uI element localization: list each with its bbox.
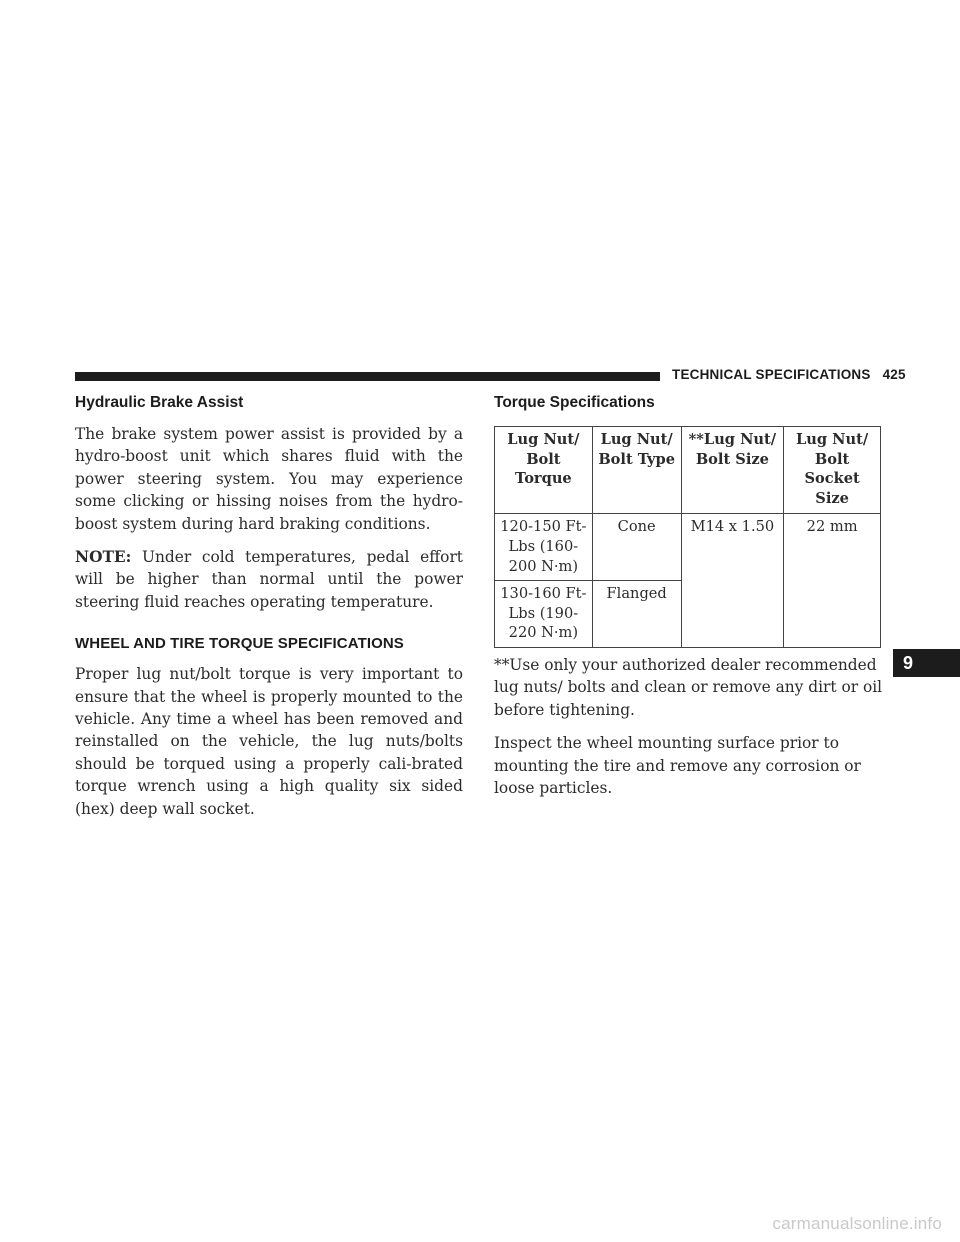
table-cell: 22 mm (784, 514, 881, 648)
left-column (75, 390, 463, 820)
hydraulic-brake-heading: Hydraulic Brake Assist (75, 394, 244, 411)
table-cell: Flanged (592, 581, 681, 648)
header-rule (75, 372, 660, 381)
wheel-torque-paragraph: Proper lug nut/bolt torque is very important to ensure that the wheel is properly mounted to the vehicle. Any time a wheel has been removed and reinstalled on the vehicle, the lug nuts/bolts should be torqued using a properly cali-brated torque wrench using a high quality six sided (hex) deep wall socket. (75, 665, 463, 818)
table-header-cell: Lug Nut/ Bolt Type (592, 427, 681, 514)
table-row (495, 514, 881, 581)
torque-spec-table (494, 426, 881, 648)
note-label: NOTE: (75, 548, 132, 567)
inspect-paragraph: Inspect the wheel mounting surface prior to mounting the tire and remove any corrosion or loose particles. (494, 734, 861, 797)
note-paragraph (75, 546, 463, 613)
table-header-cell: **Lug Nut/ Bolt Size (681, 427, 784, 514)
footnote-paragraph: **Use only your authorized dealer recommended lug nuts/ bolts and clean or remove any dirt or oil before tightening. (494, 655, 883, 719)
table-header-cell: Lug Nut/ Bolt Socket Size (784, 427, 881, 514)
right-column (494, 390, 884, 799)
note-text: Under cold temperatures, pedal effort will be higher than normal until the power steering fluid reaches operating temperature. (75, 548, 463, 611)
table-cell: 130-160 Ft-Lbs (190-220 N·m) (495, 581, 593, 648)
running-header (672, 367, 906, 382)
hydraulic-brake-paragraph: The brake system power assist is provided by a hydro-boost unit which shares fluid with the power steering system. You may experience some clicking or hissing noises from the hydro-boost system during hard braking conditions. (75, 425, 463, 533)
wheel-torque-heading: WHEEL AND TIRE TORQUE SPECIFICATIONS (75, 635, 404, 653)
page-number: 425 (882, 367, 906, 382)
table-cell: 120-150 Ft-Lbs (160-200 N·m) (495, 514, 593, 581)
table-header-row (495, 427, 881, 514)
table-header-cell: Lug Nut/ Bolt Torque (495, 427, 593, 514)
table-cell: M14 x 1.50 (681, 514, 784, 648)
section-title: TECHNICAL SPECIFICATIONS (672, 367, 871, 382)
torque-spec-heading: Torque Specifications (494, 394, 655, 411)
table-cell: Cone (592, 514, 681, 581)
watermark-text: carmanualsonline.info (772, 1214, 942, 1233)
chapter-tab: 9 (893, 649, 960, 677)
